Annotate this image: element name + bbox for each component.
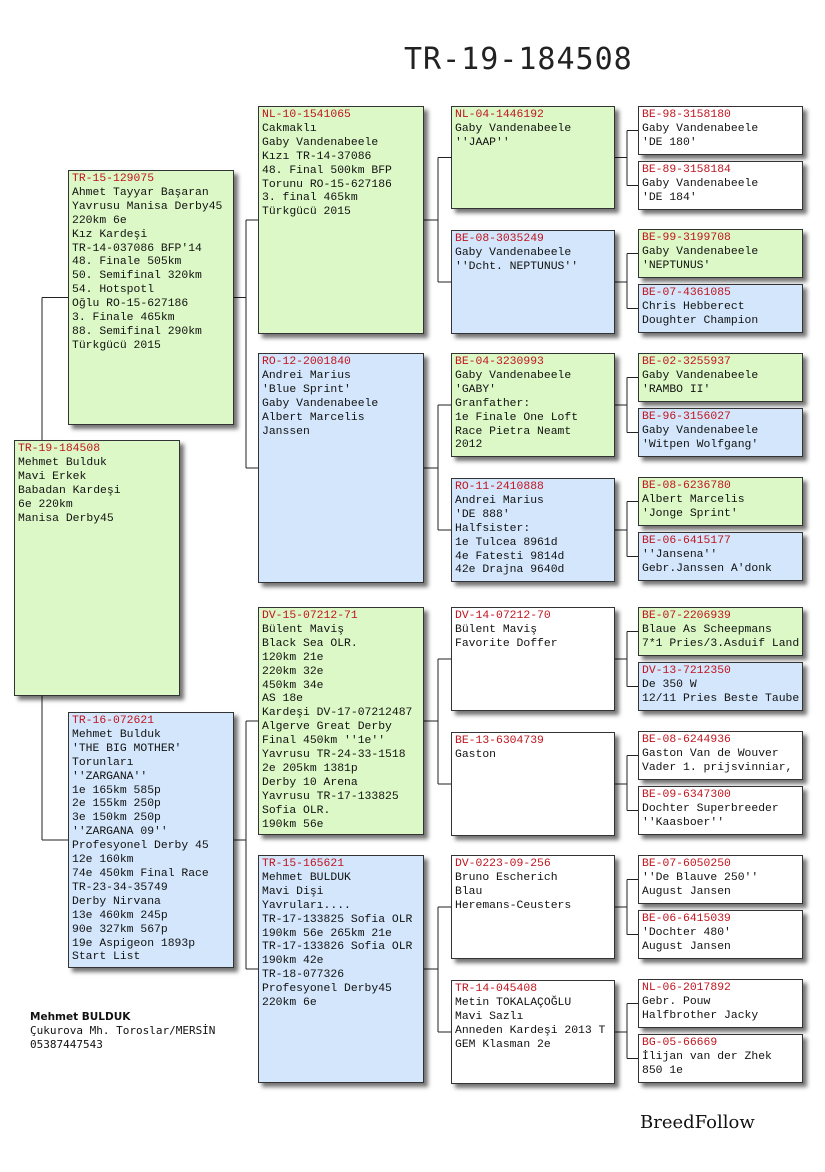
box-text-line: 'DE 888' xyxy=(455,508,510,521)
box-text-line: 'Jonge Sprint' xyxy=(642,507,738,520)
pedigree-box-dssd xyxy=(638,662,803,711)
box-text-line: Blau xyxy=(455,885,483,898)
pedigree-box-sddd xyxy=(638,532,803,581)
box-text-line: Mehmet Bulduk xyxy=(18,456,107,469)
ring-number: BE-02-3255937 xyxy=(642,356,731,368)
box-text-line: 190km 56e 265km 21e xyxy=(262,927,392,940)
box-text-line: Albert Marcelis xyxy=(642,493,745,506)
box-text-line: Halfsister: xyxy=(455,522,531,535)
box-text-line: Gaston xyxy=(455,748,497,761)
pedigree-box-ssd xyxy=(451,230,615,334)
box-text-line: ''ZARGANA'' xyxy=(72,770,148,783)
box-text-line: Gaby Vandenabeele xyxy=(455,246,572,259)
pedigree-box-subject xyxy=(14,440,180,696)
box-text-line: 1e Tulcea 8961d xyxy=(455,536,558,549)
box-text-line: 7*1 Pries/3.Asduif Land xyxy=(642,637,800,650)
box-text-line: ''Jansena'' xyxy=(642,548,718,561)
box-text-line: 19e Aspigeon 1893p xyxy=(72,937,196,950)
box-text-line: 88. Semifinal 290km xyxy=(72,325,202,338)
box-text-line: 4e Fatesti 9814d xyxy=(455,550,565,563)
box-text-line: Derby 10 Arena xyxy=(262,776,358,789)
ring-number: RO-12-2001840 xyxy=(262,356,351,368)
box-text-line: 2e 155km 250p xyxy=(72,798,161,811)
box-text-line: 220km 6e xyxy=(72,214,127,227)
box-text-line: 'GABY' xyxy=(455,383,497,396)
box-text-line: AS 18e xyxy=(262,693,304,706)
ring-number: BE-13-6304739 xyxy=(455,735,544,747)
box-text-line: Ahmet Tayyar Başaran xyxy=(72,186,209,199)
ring-number: BE-99-3199708 xyxy=(642,232,731,244)
pedigree-box-dd xyxy=(258,855,424,1083)
ring-number: BE-08-3035249 xyxy=(455,233,544,245)
box-text-line: Heremans-Ceusters xyxy=(455,899,572,912)
owner-phone: 05387447543 xyxy=(30,1038,103,1051)
box-text-line: 6e 220km xyxy=(18,498,73,511)
box-text-line: Anneden Kardeşi 2013 T xyxy=(455,1024,606,1037)
box-text-line: Bülent Maviş xyxy=(262,623,345,636)
box-text-line: 120km 21e xyxy=(262,651,324,664)
box-text-line: 12e 160km xyxy=(72,854,134,867)
box-text-line: Türkgücü 2015 xyxy=(262,206,351,219)
box-text-line: Chris Hebberect xyxy=(642,300,745,313)
box-text-line: 48. Final 500km BFP xyxy=(262,164,392,177)
pedigree-box-ssss xyxy=(638,106,803,155)
box-text-line: 190km 56e xyxy=(262,818,324,831)
pedigree-box-sds xyxy=(451,353,615,457)
ring-number: TR-15-165621 xyxy=(262,858,345,870)
box-text-line: 50. Semifinal 320km xyxy=(72,270,202,283)
pedigree-box-sss xyxy=(451,106,615,209)
pedigree-box-ds xyxy=(258,607,424,835)
box-text-line: Dochter Superbreeder xyxy=(642,802,779,815)
box-text-line: ''ZARGANA 09'' xyxy=(72,826,168,839)
box-text-line: Manisa Derby45 xyxy=(18,512,114,525)
box-text-line: Blaue As Scheepmans xyxy=(642,623,772,636)
ring-number: BE-09-6347300 xyxy=(642,789,731,801)
pedigree-box-dsd xyxy=(451,732,615,836)
ring-number: BE-07-6050250 xyxy=(642,858,731,870)
box-text-line: Albert Marcelis xyxy=(262,411,365,424)
box-text-line: 48. Finale 505km xyxy=(72,256,182,269)
box-text-line: August Jansen xyxy=(642,940,731,953)
ring-number: TR-14-045408 xyxy=(455,983,538,995)
box-text-line: Gaston Van de Wouver xyxy=(642,747,779,760)
box-text-line: Yavrusu TR-17-133825 xyxy=(262,790,399,803)
box-text-line: Race Pietra Neamt xyxy=(455,425,572,438)
ring-number: DV-15-07212-71 xyxy=(262,610,358,622)
box-text-line: Yavrusu Manisa Derby45 xyxy=(72,200,223,213)
box-text-line: 1e Finale One Loft xyxy=(455,411,579,424)
box-text-line: 2e 205km 1381p xyxy=(262,762,358,775)
box-text-line: TR-18-077326 xyxy=(262,969,345,982)
ring-number: BE-98-3158180 xyxy=(642,109,731,121)
box-text-line: 74e 450km Final Race xyxy=(72,867,209,880)
box-text-line: Kardeşi DV-17-07212487 xyxy=(262,707,413,720)
box-text-line: Torunları xyxy=(72,756,134,769)
ring-number: DV-0223-09-256 xyxy=(455,858,551,870)
box-text-line: Profesyonel Derby45 xyxy=(262,983,392,996)
box-text-line: Start List xyxy=(72,951,141,964)
box-text-line: TR-14-037086 BFP'14 xyxy=(72,242,202,255)
box-text-line: Yavrusu TR-24-33-1518 xyxy=(262,749,406,762)
pedigree-box-sssd xyxy=(638,161,803,210)
box-text-line: İlijan van der Zhek xyxy=(642,1050,772,1063)
ring-number: BE-06-6415039 xyxy=(642,913,731,925)
box-text-line: 450km 34e xyxy=(262,679,324,692)
box-text-line: Profesyonel Derby 45 xyxy=(72,840,209,853)
ring-number: TR-19-184508 xyxy=(18,443,101,455)
pedigree-box-ddss xyxy=(638,855,803,904)
box-text-line: Doughter Champion xyxy=(642,314,759,327)
box-text-line: ''Dcht. NEPTUNUS'' xyxy=(455,260,579,273)
box-text-line: Gaby Vandenabeele xyxy=(262,136,379,149)
pedigree-box-dsdd xyxy=(638,786,803,835)
box-text-line: Andrei Marius xyxy=(455,494,544,507)
box-text-line: Favorite Doffer xyxy=(455,637,558,650)
pedigree-box-sdsd xyxy=(638,408,803,457)
ring-number: BG-05-66669 xyxy=(642,1037,718,1049)
box-text-line: 220km 6e xyxy=(262,997,317,1010)
ring-number: TR-15-129075 xyxy=(72,173,155,185)
ring-number: BE-89-3158184 xyxy=(642,164,731,176)
pedigree-box-ddds xyxy=(638,979,803,1028)
pedigree-title: TR-19-184508 xyxy=(404,42,633,77)
ring-number: BE-07-4361085 xyxy=(642,287,731,299)
box-text-line: 3. Finale 465km xyxy=(72,312,175,325)
pedigree-box-sire xyxy=(68,170,234,425)
box-text-line: GEM Klasman 2e xyxy=(455,1038,551,1051)
box-text-line: Mehmet BULDUK xyxy=(262,871,351,884)
box-text-line: 2012 xyxy=(455,439,483,452)
box-text-line: 1e 165km 585p xyxy=(72,784,161,797)
ring-number: BE-08-6236780 xyxy=(642,480,731,492)
owner-name: Mehmet BULDUK xyxy=(30,1011,131,1023)
box-text-line: Oğlu RO-15-627186 xyxy=(72,298,189,311)
box-text-line: Kızı TR-14-37086 xyxy=(262,150,372,163)
box-text-line: Mavi Erkek xyxy=(18,470,87,483)
box-text-line: Babadan Kardeşi xyxy=(18,484,121,497)
box-text-line: Cakmaklı xyxy=(262,122,317,135)
box-text-line: 'DE 184' xyxy=(642,191,697,204)
box-text-line: Gaby Vandenabeele xyxy=(642,245,759,258)
owner-address: Çukurova Mh. Toroslar/MERSİN xyxy=(30,1024,216,1037)
box-text-line: 'RAMBO II' xyxy=(642,383,711,396)
ring-number: NL-06-2017892 xyxy=(642,982,731,994)
box-text-line: ''De Blauve 250'' xyxy=(642,871,759,884)
pedigree-box-sdds xyxy=(638,477,803,526)
box-text-line: Mavi Dişi xyxy=(262,885,324,898)
box-text-line: Gebr. Pouw xyxy=(642,995,711,1008)
pedigree-box-dds xyxy=(451,855,615,959)
pedigree-box-dam xyxy=(68,712,234,968)
box-text-line: 'DE 180' xyxy=(642,136,697,149)
box-text-line: Gaby Vandenabeele xyxy=(642,424,759,437)
box-text-line: Yavruları.... xyxy=(262,899,351,912)
box-text-line: Black Sea OLR. xyxy=(262,637,358,650)
box-text-line: 12/11 Pries Beste Taube xyxy=(642,692,800,705)
box-text-line: Gaby Vandenabeele xyxy=(455,369,572,382)
pedigree-box-ssdd xyxy=(638,284,803,333)
box-text-line: Final 450km ''1e'' xyxy=(262,735,386,748)
box-text-line: Gaby Vandenabeele xyxy=(455,122,572,135)
box-text-line: Kız Kardeşi xyxy=(72,228,148,241)
box-text-line: Vader 1. prijsvinniar, xyxy=(642,761,793,774)
ring-number: TR-16-072621 xyxy=(72,715,155,727)
box-text-line: Gaby Vandenabeele xyxy=(642,177,759,190)
box-text-line: Gaby Vandenabeele xyxy=(262,397,379,410)
pedigree-box-dddd xyxy=(638,1034,803,1083)
box-text-line: Algerve Great Derby xyxy=(262,721,392,734)
ring-number: DV-13-7212350 xyxy=(642,665,731,677)
pedigree-box-ddd xyxy=(451,980,615,1084)
ring-number: BE-06-6415177 xyxy=(642,535,731,547)
box-text-line: Gaby Vandenabeele xyxy=(642,369,759,382)
box-text-line: TR-17-133826 Sofia OLR xyxy=(262,941,413,954)
pedigree-box-ssds xyxy=(638,229,803,278)
ring-number: NL-10-1541065 xyxy=(262,109,351,121)
box-text-line: 190km 42e xyxy=(262,955,324,968)
ring-number: BE-96-3156027 xyxy=(642,411,731,423)
box-text-line: ''JAAP'' xyxy=(455,136,510,149)
box-text-line: Bülent Maviş xyxy=(455,623,538,636)
box-text-line: 'Witpen Wolfgang' xyxy=(642,438,759,451)
ring-number: RO-11-2410888 xyxy=(455,481,544,493)
pedigree-box-sdd xyxy=(451,478,615,582)
box-text-line: 54. Hotspotl xyxy=(72,284,155,297)
box-text-line: Halfbrother Jacky xyxy=(642,1009,759,1022)
box-text-line: Gebr.Janssen A'donk xyxy=(642,562,772,575)
box-text-line: 'Dochter 480' xyxy=(642,926,731,939)
box-text-line: Andrei Marius xyxy=(262,369,351,382)
ring-number: BE-08-6244936 xyxy=(642,734,731,746)
box-text-line: TR-23-34-35749 xyxy=(72,881,168,894)
box-text-line: 850 1e xyxy=(642,1064,684,1077)
box-text-line: 13e 460km 245p xyxy=(72,909,168,922)
box-text-line: Bruno Escherich xyxy=(455,871,558,884)
pedigree-box-dsds xyxy=(638,731,803,780)
box-text-line: 'Blue Sprint' xyxy=(262,383,351,396)
box-text-line: Torunu RO-15-627186 xyxy=(262,178,392,191)
box-text-line: Granfather: xyxy=(455,397,531,410)
box-text-line: Janssen xyxy=(262,425,310,438)
box-text-line: 3e 150km 250p xyxy=(72,812,161,825)
pedigree-box-dsss xyxy=(638,607,803,656)
pedigree-box-sdss xyxy=(638,353,803,402)
pedigree-box-dss xyxy=(451,607,615,711)
box-text-line: Türkgücü 2015 xyxy=(72,339,161,352)
pedigree-box-ss xyxy=(258,106,424,334)
box-text-line: TR-17-133825 Sofia OLR xyxy=(262,913,413,926)
ring-number: NL-04-1446192 xyxy=(455,109,544,121)
box-text-line: 220km 32e xyxy=(262,665,324,678)
ring-number: BE-07-2206939 xyxy=(642,610,731,622)
pedigree-box-sd xyxy=(258,353,424,583)
box-text-line: 42e Drajna 9640d xyxy=(455,564,565,577)
box-text-line: Derby Nirvana xyxy=(72,895,161,908)
box-text-line: Sofia OLR. xyxy=(262,804,331,817)
owner-info xyxy=(30,1010,215,1052)
box-text-line: Gaby Vandenabeele xyxy=(642,122,759,135)
box-text-line: Mehmet Bulduk xyxy=(72,728,161,741)
box-text-line: Metin TOKALAÇOĞLU xyxy=(455,996,572,1009)
pedigree-box-ddsd xyxy=(638,910,803,959)
ring-number: BE-04-3230993 xyxy=(455,356,544,368)
box-text-line: 'THE BIG MOTHER' xyxy=(72,742,182,755)
box-text-line: Mavi Sazlı xyxy=(455,1010,524,1023)
box-text-line: 'NEPTUNUS' xyxy=(642,259,711,272)
box-text-line: 90e 327km 567p xyxy=(72,923,168,936)
box-text-line: De 350 W xyxy=(642,678,697,691)
box-text-line: 3. final 465km xyxy=(262,192,358,205)
box-text-line: ''Kaasboer'' xyxy=(642,816,725,829)
brand-logo: BreedFollow xyxy=(640,1112,755,1133)
box-text-line: August Jansen xyxy=(642,885,731,898)
ring-number: DV-14-07212-70 xyxy=(455,610,551,622)
